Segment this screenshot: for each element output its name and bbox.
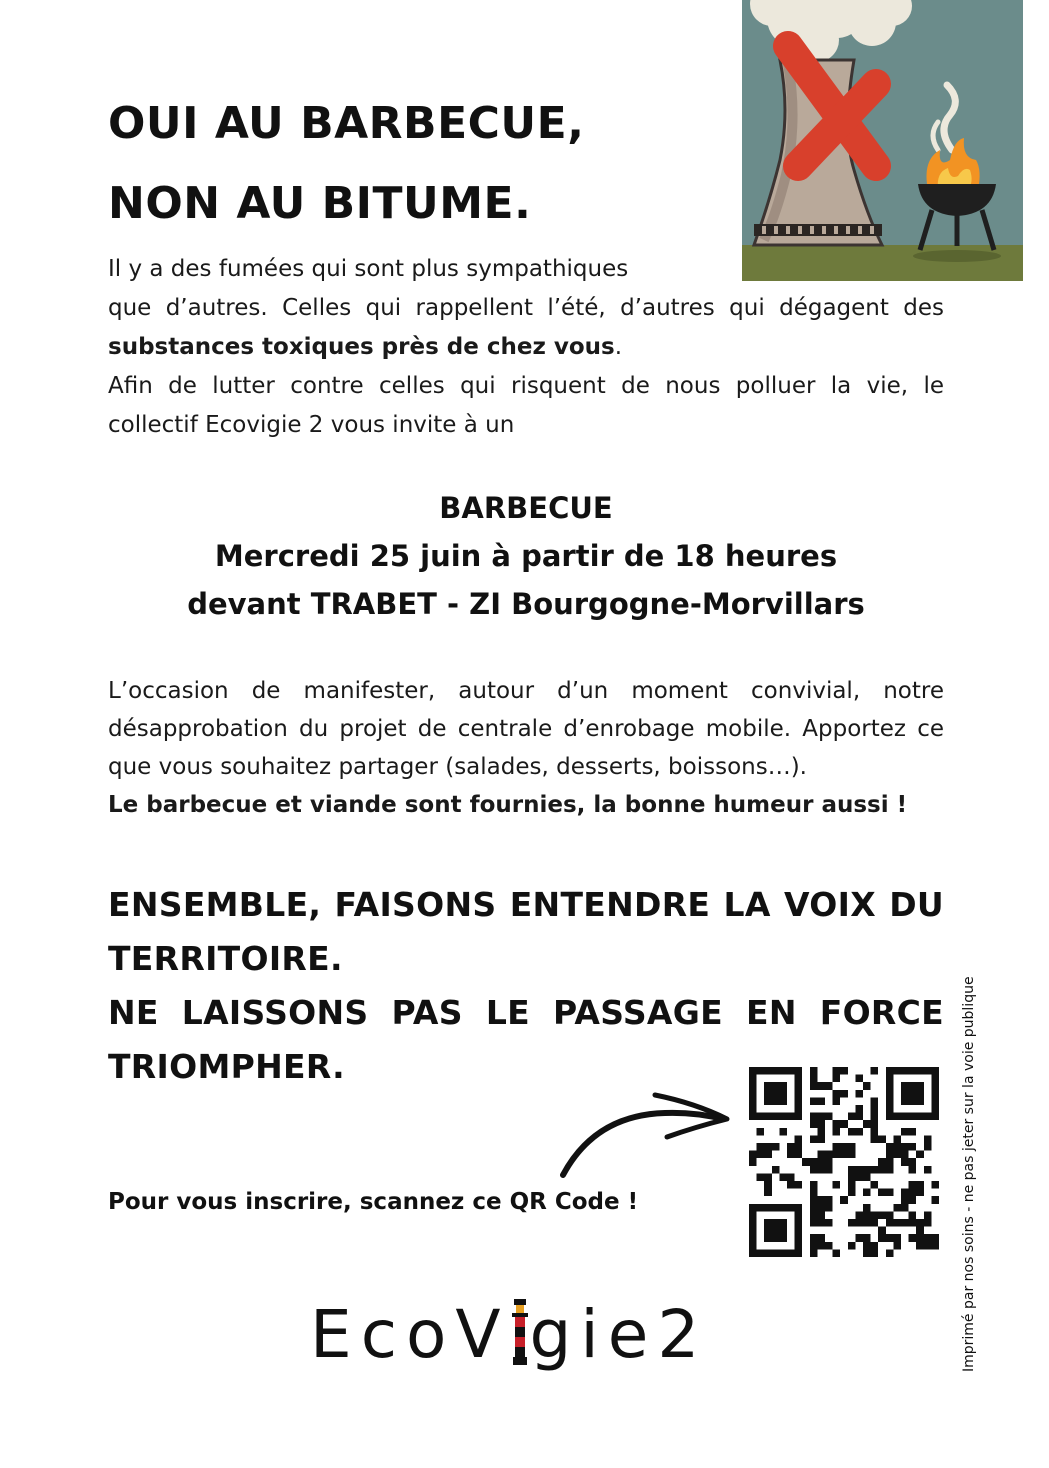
lighthouse-icon xyxy=(510,1299,530,1365)
callout-line-1: ENSEMBLE, FAISONS ENTENDRE LA VOIX DU TERRITOIRE. xyxy=(108,885,944,978)
event-title: BARBECUE xyxy=(439,491,613,525)
register-text: Pour vous inscrire, scannez ce QR Code ! xyxy=(108,1189,639,1215)
details-paragraph xyxy=(108,672,944,824)
intro-line-a-end: . xyxy=(614,334,623,360)
intro-bold-phrase: substances toxiques près de chez vous xyxy=(108,334,615,360)
headline-line-2: NON AU BITUME. xyxy=(108,178,532,229)
intro-line-a: que d’autres. Celles qui rappellent l’été, d’autres qui dégagent des xyxy=(108,295,944,321)
logo-text-part-1: EcoV xyxy=(310,1296,510,1373)
details-text: L’occasion de manifester, autour d’un moment convivial, notre désapprobation du projet de centrale d’enrobage mobile. Apportez ce que vous souhaitez partager (salades, desserts, boissons…). xyxy=(108,678,944,780)
callout-line-2: NE LAISSONS PAS LE PASSAGE EN FORCE TRIOMPHER. xyxy=(108,993,944,1086)
event-block xyxy=(108,484,944,628)
headline-line-1: OUI AU BARBECUE, xyxy=(108,98,585,149)
crossed-factory-barbecue-icon xyxy=(742,0,1023,281)
headline xyxy=(108,84,728,244)
intro-paragraph xyxy=(108,250,944,445)
qr-code-icon[interactable] xyxy=(749,1067,939,1257)
ecovigie-logo xyxy=(310,1290,708,1380)
intro-line-b: Afin de lutter contre celles qui risquent de nous polluer la vie, le collectif Ecovigie 2 vous invite à un xyxy=(108,373,944,438)
callout xyxy=(108,878,944,1094)
print-notice: Imprimé par nos soins - ne pas jeter sur la voie publique xyxy=(961,976,977,1372)
intro-lead: Il y a des fumées qui sont plus sympathiques xyxy=(108,256,629,282)
event-location: devant TRABET - ZI Bourgogne-Morvillars xyxy=(187,587,865,621)
curved-arrow-right-icon xyxy=(555,1085,735,1180)
event-date: Mercredi 25 juin à partir de 18 heures xyxy=(214,539,838,573)
logo-text-part-2: gie2 xyxy=(529,1296,709,1373)
details-bold: Le barbecue et viande sont fournies, la bonne humeur aussi ! xyxy=(108,792,908,818)
